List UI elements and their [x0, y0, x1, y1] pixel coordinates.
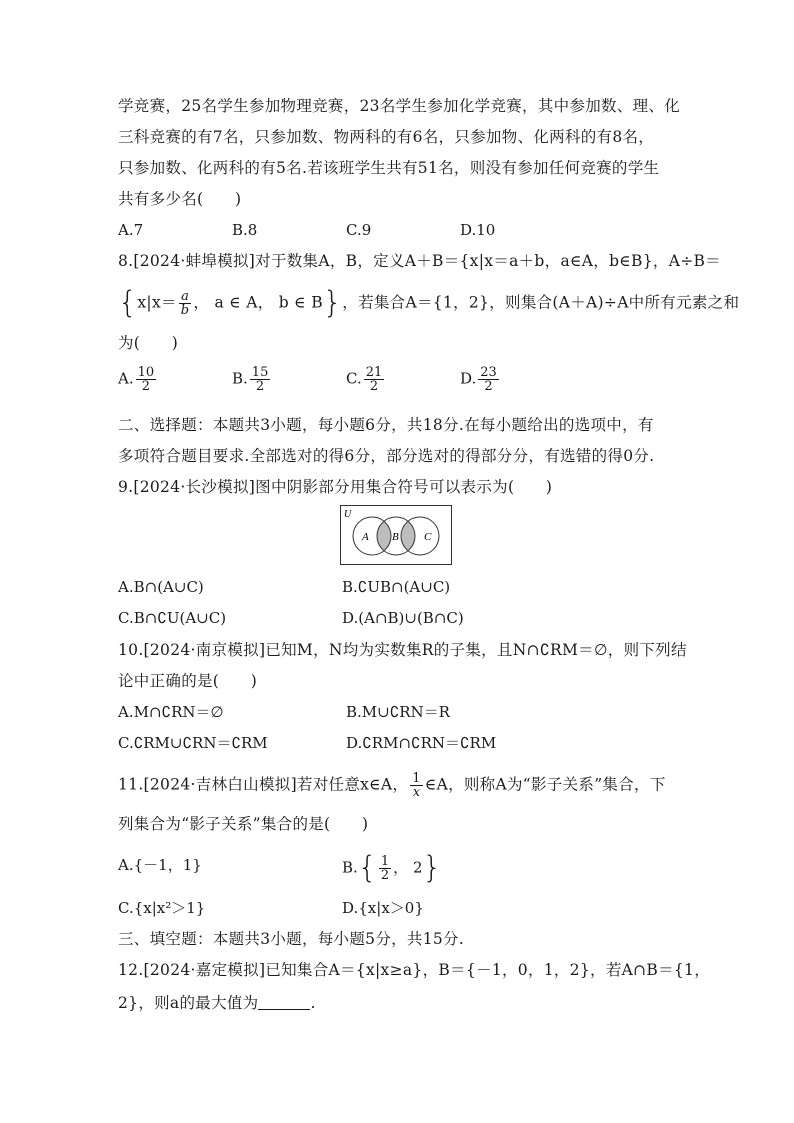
q7-option-c: C.9 [346, 221, 372, 239]
q8-line-1: 8.[2024·蚌埠模拟]对于数集A，B，定义A＋B＝{x|x＝a＋b，a∈A，b∈B}，A÷B＝ [118, 252, 721, 270]
frac-num: 1 [380, 854, 390, 869]
venn-label-c: C [424, 531, 432, 543]
frac-den: 2 [380, 868, 390, 883]
q7-line-2: 三科竞赛的有7名，只参加数、物两科的有6名，只参加物、化两科的有8名， [118, 128, 655, 146]
q11-fraction [410, 772, 423, 799]
q12-line-2 [118, 993, 316, 1013]
q8-option-d-label: D. [460, 369, 477, 388]
q8-option-c [346, 366, 386, 393]
q8-option-a [118, 366, 158, 393]
right-brace: } [322, 285, 343, 321]
q7-option-b: B.8 [232, 221, 258, 239]
q11-frac-num: 1 [412, 771, 421, 786]
q8-option-c-label: C. [346, 369, 362, 388]
q8-line-3: 为( ) [118, 334, 179, 352]
q8-option-a-frac [136, 366, 157, 393]
answer-blank[interactable] [258, 993, 310, 1010]
q9-option-d: D.(A∩B)∪(B∩C) [342, 609, 464, 627]
q7-line-4: 共有多少名( ) [118, 190, 242, 208]
q8-set-prefix: x|x＝ [137, 293, 177, 312]
q10-option-c: C.∁RM∪∁RN＝∁RM [118, 734, 268, 752]
q12-line-2-end: . [310, 994, 316, 1012]
q11-option-d: D.{x|x＞0} [342, 899, 424, 917]
q8-set-suffix: ，若集合A＝{1，2}，则集合(A＋A)÷A中所有元素之和 [342, 293, 740, 312]
venn-label-a: A [362, 531, 369, 543]
q8-option-c-frac [364, 366, 385, 393]
section-3-line-1: 三、填空题：本题共3小题，每小题5分，共15分. [118, 930, 465, 948]
left-brace: { [118, 285, 138, 321]
q7-line-3: 只参加数、化两科的有5名.若该班学生共有51名，则没有参加任何竞赛的学生 [118, 159, 660, 177]
q8-option-b-frac [250, 366, 271, 393]
q8-line-2 [118, 285, 740, 321]
q10-line-1: 10.[2024·南京模拟]已知M，N均为实数集R的子集，且N∩∁RM＝∅，则下列结 [118, 641, 687, 659]
q8-option-d-frac [478, 366, 499, 393]
q11-frac-den: x [410, 785, 423, 799]
frac-den: 2 [364, 379, 385, 393]
section-2-line-2: 多项符合题目要求.全部选对的得6分，部分选对的得部分分，有选错的得0分. [118, 447, 655, 465]
q11-prefix: 11.[2024·吉林白山模拟]若对任意x∈A， [118, 775, 409, 794]
q11-line-2: 列集合为“影子关系”集合的是( ) [118, 815, 369, 833]
q10-line-2: 论中正确的是( ) [118, 672, 258, 690]
q8-set-mid: ， a ∈ A， b ∈ B [193, 293, 323, 312]
q8-option-a-label: A. [118, 369, 134, 388]
frac-num: 10 [137, 365, 155, 380]
frac-den: 2 [478, 379, 499, 393]
q11-suffix: ∈A，则称A为“影子关系”集合，下 [424, 775, 666, 794]
q11-option-b [342, 850, 442, 886]
right-brace: } [422, 850, 442, 886]
q9-option-a: A.B∩(A∪C) [118, 578, 204, 596]
frac-den: 2 [136, 379, 157, 393]
q9-option-c: C.B∩∁U(A∪C) [118, 609, 227, 627]
q10-option-b: B.M∪∁RN＝R [346, 703, 450, 721]
left-brace: { [357, 850, 377, 886]
q8-option-b [232, 366, 272, 393]
venn-diagram [340, 505, 452, 565]
q10-option-a: A.M∩∁RN＝∅ [118, 703, 224, 721]
q12-line-2-text: 2}，则a的最大值为 [118, 994, 259, 1012]
q9-stem: 9.[2024·长沙模拟]图中阴影部分用集合符号可以表示为( ) [118, 478, 553, 496]
q8-option-d [460, 366, 501, 393]
q11-option-b-label: B. [342, 858, 358, 877]
q11-option-c: C.{x|x²＞1} [118, 899, 206, 917]
q11-option-a: A.{－1，1} [118, 856, 202, 874]
q11-option-b-frac [379, 855, 391, 882]
venn-label-b: B [392, 531, 399, 543]
q10-option-d: D.∁RM∩∁RN＝∁RM [346, 734, 497, 752]
q8-frac-den: b [180, 303, 190, 318]
q8-option-b-label: B. [232, 369, 248, 388]
frac-den: 2 [250, 379, 271, 393]
q7-line-1: 学竞赛，25名学生参加物理竞赛，23名学生参加化学竞赛，其中参加数、理、化 [118, 97, 681, 115]
frac-num: 21 [365, 365, 383, 380]
q7-option-a: A.7 [118, 221, 144, 239]
q11-option-b-rest: ， 2 [393, 858, 423, 877]
q7-option-d: D.10 [460, 221, 496, 239]
q11-line-1 [118, 772, 666, 799]
frac-num: 23 [480, 365, 497, 380]
section-2-line-1: 二、选择题：本题共3小题，每小题6分，共18分.在每小题给出的选项中，有 [118, 416, 654, 434]
frac-num: 15 [251, 365, 269, 380]
q9-option-b: B.∁UB∩(A∪C) [342, 578, 451, 596]
q12-line-1: 12.[2024·嘉定模拟]已知集合A＝{x|x≥a}，B＝{－1，0，1，2}，若A∩B＝{1， [118, 961, 711, 979]
venn-label-u: U [344, 509, 352, 520]
q8-fraction [179, 290, 192, 317]
q8-frac-num: a [181, 289, 190, 304]
